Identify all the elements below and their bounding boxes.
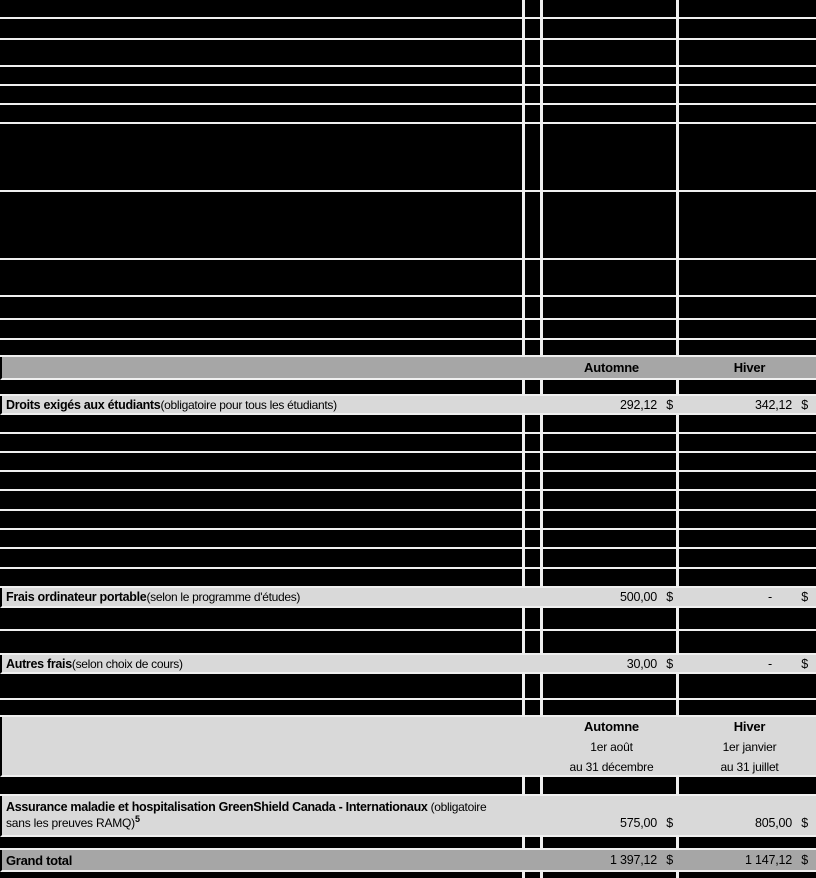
currency-symbol: $	[801, 397, 808, 412]
period-automne-title: Automne	[584, 719, 639, 734]
redacted-row	[0, 491, 816, 511]
period-hiver-end: au 31 juillet	[720, 760, 779, 774]
fee-label: Droits exigés aux étudiants (obligatoire pour tous les étudiants)	[6, 397, 337, 412]
redacted-row	[0, 320, 816, 340]
grand-total-hiver: 1 147,12 $	[744, 853, 808, 867]
currency-symbol: $	[801, 656, 808, 671]
fee-amount-hiver: 342,12 $	[754, 397, 808, 412]
redacted-row	[0, 674, 816, 700]
fee-amount-hiver: - $	[768, 656, 808, 671]
fee-row-ordinateur-portable	[0, 588, 816, 608]
period-hiver	[681, 717, 816, 777]
currency-symbol: $	[801, 816, 808, 830]
redacted-row	[0, 67, 816, 86]
redacted-row	[0, 105, 816, 124]
fee-row-droits-etudiants	[0, 396, 816, 415]
redacted-row	[0, 434, 816, 453]
fee-amount-automne: 292,12 $	[619, 397, 673, 412]
redacted-row	[0, 19, 816, 40]
redacted-row	[0, 124, 816, 192]
redacted-row	[0, 549, 816, 569]
redacted-row	[0, 297, 816, 320]
redacted-row	[0, 631, 816, 655]
period-automne-start: 1er août	[590, 740, 633, 754]
fee-label-line1: Assurance maladie et hospitalisation GreenShield Canada - Internationaux (obligatoire	[6, 800, 487, 814]
fee-amount-hiver: - $	[768, 590, 808, 604]
grand-total-row	[0, 850, 816, 872]
fee-amount-hiver: 805,00 $	[754, 816, 808, 830]
redacted-row	[0, 472, 816, 491]
period-hiver-title: Hiver	[733, 719, 766, 734]
redacted-row	[0, 192, 816, 260]
redacted-row	[0, 0, 816, 19]
redacted-row	[0, 569, 816, 588]
redacted-row	[0, 608, 816, 631]
redacted-row	[0, 700, 816, 717]
season-header-row	[0, 357, 816, 380]
period-header-row	[0, 717, 816, 777]
currency-symbol: $	[666, 397, 673, 412]
fee-row-assurance-greenshield	[0, 796, 816, 837]
fee-amount-automne: 575,00 $	[619, 816, 673, 830]
grand-total-automne: 1 397,12 $	[609, 853, 673, 867]
redacted-row	[0, 86, 816, 105]
redacted-row	[0, 340, 816, 357]
redacted-row	[0, 837, 816, 850]
footnote-ref: 5	[134, 814, 140, 824]
redacted-row	[0, 40, 816, 67]
fee-amount-automne: 30,00 $	[626, 656, 673, 671]
redacted-row	[0, 453, 816, 472]
fee-label: Frais ordinateur portable (selon le programme d'études)	[6, 590, 301, 604]
redacted-row	[0, 511, 816, 530]
currency-symbol: $	[666, 656, 673, 671]
period-automne	[545, 717, 678, 777]
season-header-hiver: Hiver	[733, 360, 766, 375]
fee-label-line2: sans les preuves RAMQ)$^5$	[6, 814, 140, 830]
currency-symbol: $	[801, 590, 808, 604]
currency-symbol: $	[666, 816, 673, 830]
redacted-row	[0, 530, 816, 549]
fee-amount-automne: 500,00 $	[619, 590, 673, 604]
fee-row-autres-frais	[0, 655, 816, 674]
currency-symbol: $	[666, 853, 673, 867]
period-automne-end: au 31 décembre	[569, 760, 654, 774]
redacted-row	[0, 260, 816, 297]
currency-symbol: $	[666, 590, 673, 604]
currency-symbol: $	[801, 853, 808, 867]
season-header-automne: Automne	[584, 360, 639, 375]
redacted-row	[0, 380, 816, 396]
period-hiver-start: 1er janvier	[722, 740, 777, 754]
redacted-row	[0, 415, 816, 434]
redacted-row	[0, 777, 816, 796]
redacted-row	[0, 872, 816, 878]
fee-label: Autres frais (selon choix de cours)	[6, 656, 183, 671]
grand-total-label: Grand total	[6, 852, 73, 868]
